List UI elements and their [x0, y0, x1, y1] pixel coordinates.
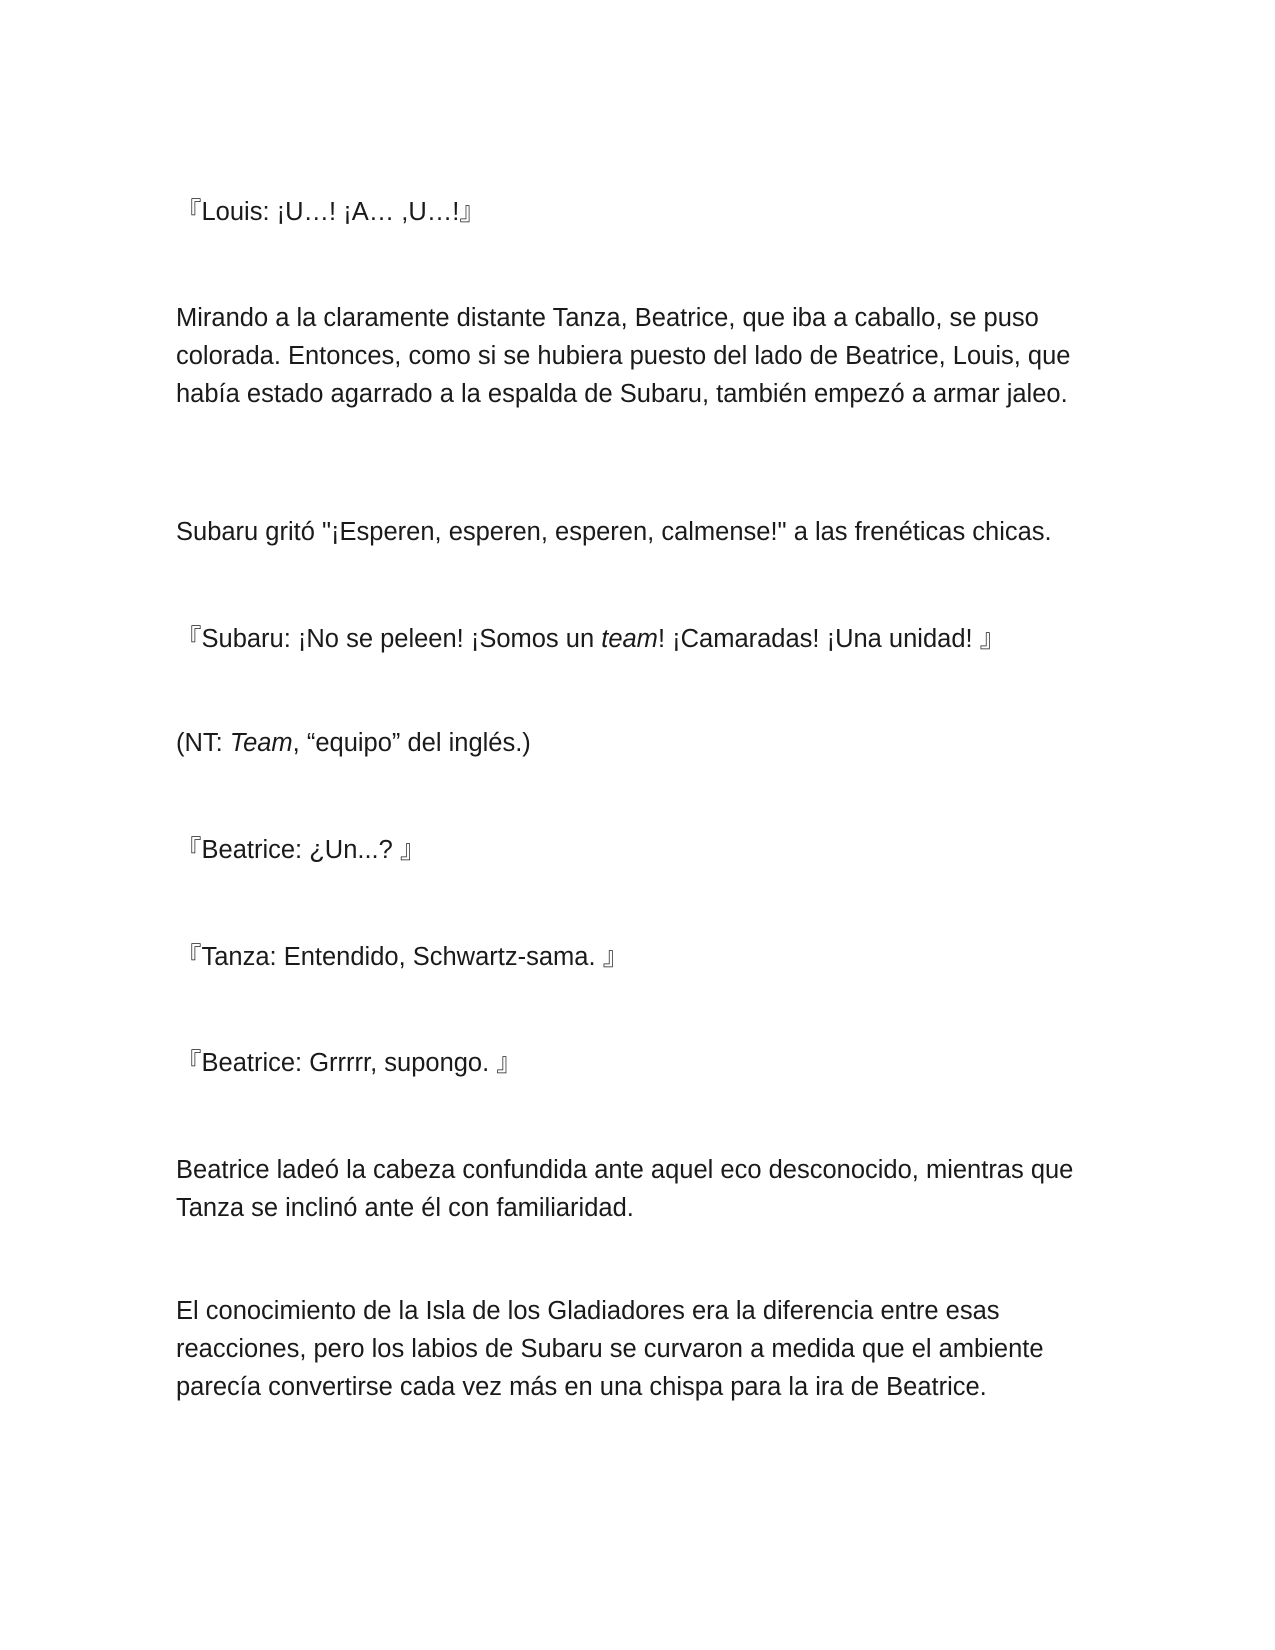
translator-note — [176, 724, 1096, 762]
narration-paragraph-2: Subaru gritó "¡Esperen, esperen, esperen, calmense!" a las frenéticas chicas. — [176, 518, 1052, 546]
translator-note-italic: Team — [229, 729, 293, 757]
dialogue-tanza: 『Tanza: Entendido, Schwartz-sama. 』 — [176, 943, 629, 971]
narration-paragraph-1: Mirando a la claramente distante Tanza, Beatrice, que iba a caballo, se puso colorada. Entonces, como si se hubiera puesto del lado de Beatrice, Louis, que había estado agarrado a la espalda de Subaru, también empezó a armar jaleo. — [176, 304, 1071, 408]
dialogue-subaru — [176, 620, 1096, 658]
dialogue-louis: 『Louis: ¡U…! ¡A… ,U…!』 — [176, 198, 485, 226]
dialogue-subaru-part-2: ! ¡Camaradas! ¡Una unidad! 』 — [657, 625, 1006, 653]
dialogue-beatrice-2: 『Beatrice: Grrrrr, supongo. 』 — [176, 1049, 522, 1077]
translator-note-part-2: , “equipo” del inglés.) — [292, 729, 531, 757]
narration-paragraph-3: Beatrice ladeó la cabeza confundida ante aquel eco desconocido, mientras que Tanza se inclinó ante él con familiaridad. — [176, 1156, 1074, 1222]
dialogue-subaru-part-1: 『Subaru: ¡No se peleen! ¡Somos un — [176, 625, 602, 653]
narration-paragraph-4: El conocimiento de la Isla de los Gladiadores era la diferencia entre esas reacciones, pero los labios de Subaru se curvaron a medida que el ambiente parecía convertirse cada vez más en una chispa para la ira de Beatrice. — [176, 1297, 1044, 1401]
translator-note-part-1: (NT: — [176, 729, 230, 757]
dialogue-subaru-italic: team — [601, 625, 658, 653]
dialogue-beatrice-1: 『Beatrice: ¿Un...? 』 — [176, 836, 426, 864]
